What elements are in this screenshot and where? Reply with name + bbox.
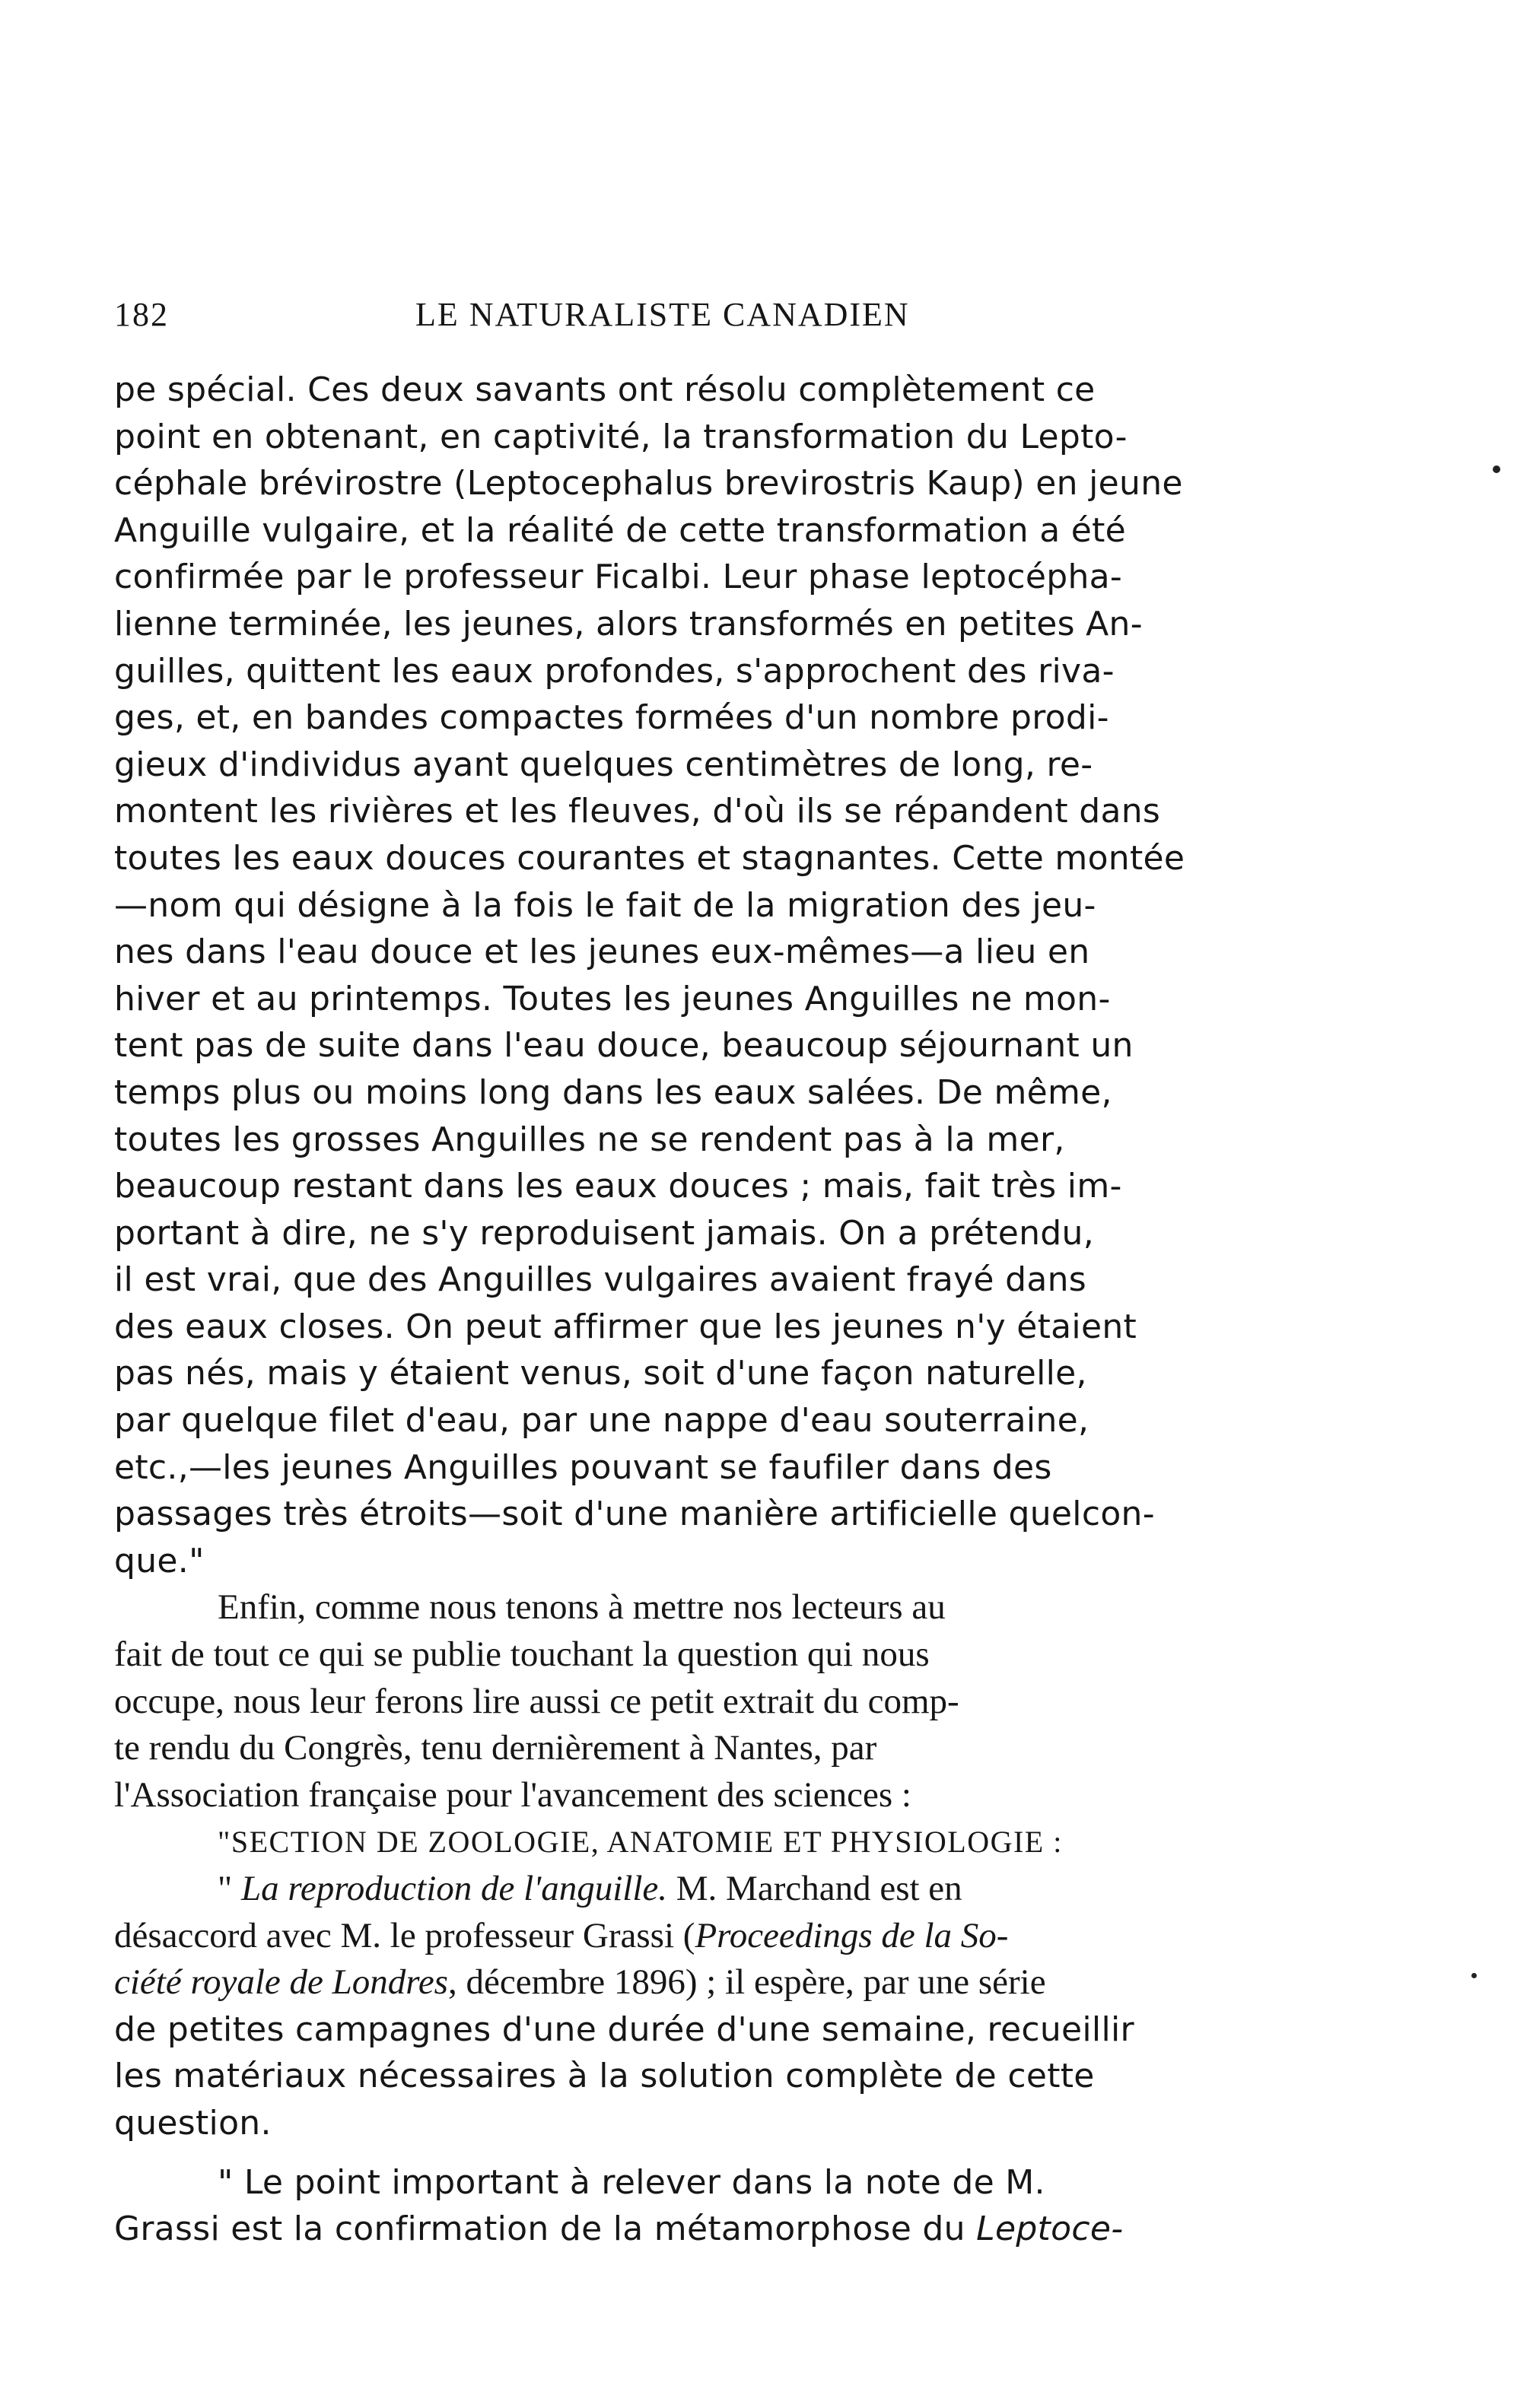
text-line: gieux d'individus ayant quelques centimètres de long, re- <box>114 745 1093 784</box>
text-line: ges, et, en bandes compactes formées d'un nombre prodi- <box>114 698 1109 738</box>
final-line <box>114 2206 1301 2253</box>
text-line: pe spécial. Ces deux savants ont résolu complètement ce <box>114 370 1096 409</box>
section-heading: "SECTION DE ZOOLOGIE, ANATOMIE ET PHYSIOLOGIE : <box>218 1825 1063 1860</box>
text-line: il est vrai, que des Anguilles vulgaires avaient frayé dans <box>114 1260 1086 1300</box>
body-text <box>114 367 1301 2253</box>
text-line: que." <box>114 1541 205 1580</box>
paragraph-2 <box>114 1584 1301 1819</box>
text-line: toutes les eaux douces courantes et stagnantes. Cette montée <box>114 838 1185 878</box>
quote-line <box>114 1913 1301 1960</box>
citation-italic: ciété royale de Londres <box>114 1962 448 2003</box>
text-line: fait de tout ce qui se publie touchant la question qui nous <box>114 1634 930 1675</box>
leptocephalus-italic: Leptoce- <box>976 2209 1124 2249</box>
quote-line: les matériaux nécessaires à la solution complète de cette <box>114 2057 1095 2096</box>
quote-text: , décembre 1896) ; il espère, par une série <box>447 1962 1046 2003</box>
quote-line: question. <box>114 2103 272 2143</box>
citation-italic: Proceedings de la So- <box>695 1915 1009 1955</box>
text-line: Enfin, comme nous tenons à mettre nos lecteurs au <box>218 1587 946 1628</box>
text-line: occupe, nous leur ferons lire aussi ce petit extrait du comp- <box>114 1681 959 1721</box>
text-line: pas nés, mais y étaient venus, soit d'une façon naturelle, <box>114 1354 1087 1393</box>
final-text: Grassi est la confirmation de la métamorphose du <box>114 2209 977 2249</box>
quote-mark: " <box>218 1869 233 1908</box>
quote-line <box>114 1959 1301 2006</box>
text-line: point en obtenant, en captivité, la transformation du Lepto- <box>114 417 1128 456</box>
text-line: l'Association française pour l'avancement des sciences : <box>114 1774 911 1815</box>
text-line: lienne terminée, les jeunes, alors transformés en petites An- <box>114 604 1143 643</box>
quote-title: La reproduction de l'anguille. <box>240 1869 668 1908</box>
spacer <box>114 2147 1301 2159</box>
text-line: tent pas de suite dans l'eau douce, beaucoup séjournant un <box>114 1026 1134 1066</box>
text-line: céphale brévirostre (Leptocephalus brevirostris Kaup) en jeune <box>114 464 1183 504</box>
text-line: beaucoup restant dans les eaux douces ; mais, fait très im- <box>114 1167 1122 1206</box>
paragraph-1 <box>114 367 1301 1584</box>
text-line: confirmée par le professeur Ficalbi. Leur phase leptocépha- <box>114 558 1123 597</box>
quote-text: M. Marchand est en <box>676 1869 962 1908</box>
text-line: —nom qui désigne à la fois le fait de la migration des jeu- <box>114 885 1096 925</box>
ink-speck <box>1471 1973 1477 1978</box>
text-line: temps plus ou moins long dans les eaux salées. De même, <box>114 1072 1112 1112</box>
journal-title: LE NATURALISTE CANADIEN <box>415 296 910 333</box>
text-line: des eaux closes. On peut affirmer que les jeunes n'y étaient <box>114 1307 1137 1346</box>
quote-line <box>114 1866 1301 1913</box>
ink-speck <box>1493 465 1500 473</box>
text-line: te rendu du Congrès, tenu dernièrement à Nantes, par <box>114 1728 877 1768</box>
quote-line: de petites campagnes d'une durée d'une semaine, recueillir <box>114 2009 1134 2049</box>
text-line: portant à dire, ne s'y reproduisent jamais. On a prétendu, <box>114 1213 1094 1253</box>
text-line: toutes les grosses Anguilles ne se rendent pas à la mer, <box>114 1120 1065 1159</box>
final-line: " Le point important à relever dans la note de M. <box>218 2162 1045 2202</box>
text-line: montent les rivières et les fleuves, d'où ils se répandent dans <box>114 792 1161 831</box>
text-line: passages très étroits—soit d'une manière artificielle quelcon- <box>114 1495 1155 1534</box>
quote-text: désaccord avec M. le professeur Grassi ( <box>114 1915 695 1955</box>
text-line: nes dans l'eau douce et les jeunes eux-mêmes—a lieu en <box>114 932 1090 972</box>
running-head <box>114 295 974 341</box>
text-line: Anguille vulgaire, et la réalité de cette transformation a été <box>114 510 1127 550</box>
text-line: par quelque filet d'eau, par une nappe d'eau souterraine, <box>114 1401 1089 1441</box>
quote-continuation <box>114 2006 1301 2147</box>
text-line: etc.,—les jeunes Anguilles pouvant se faufiler dans des <box>114 1447 1052 1487</box>
page-number: 182 <box>114 296 169 333</box>
text-line: hiver et au printemps. Toutes les jeunes Anguilles ne mon- <box>114 979 1111 1018</box>
text-line: guilles, quittent les eaux profondes, s'approchent des riva- <box>114 651 1115 691</box>
